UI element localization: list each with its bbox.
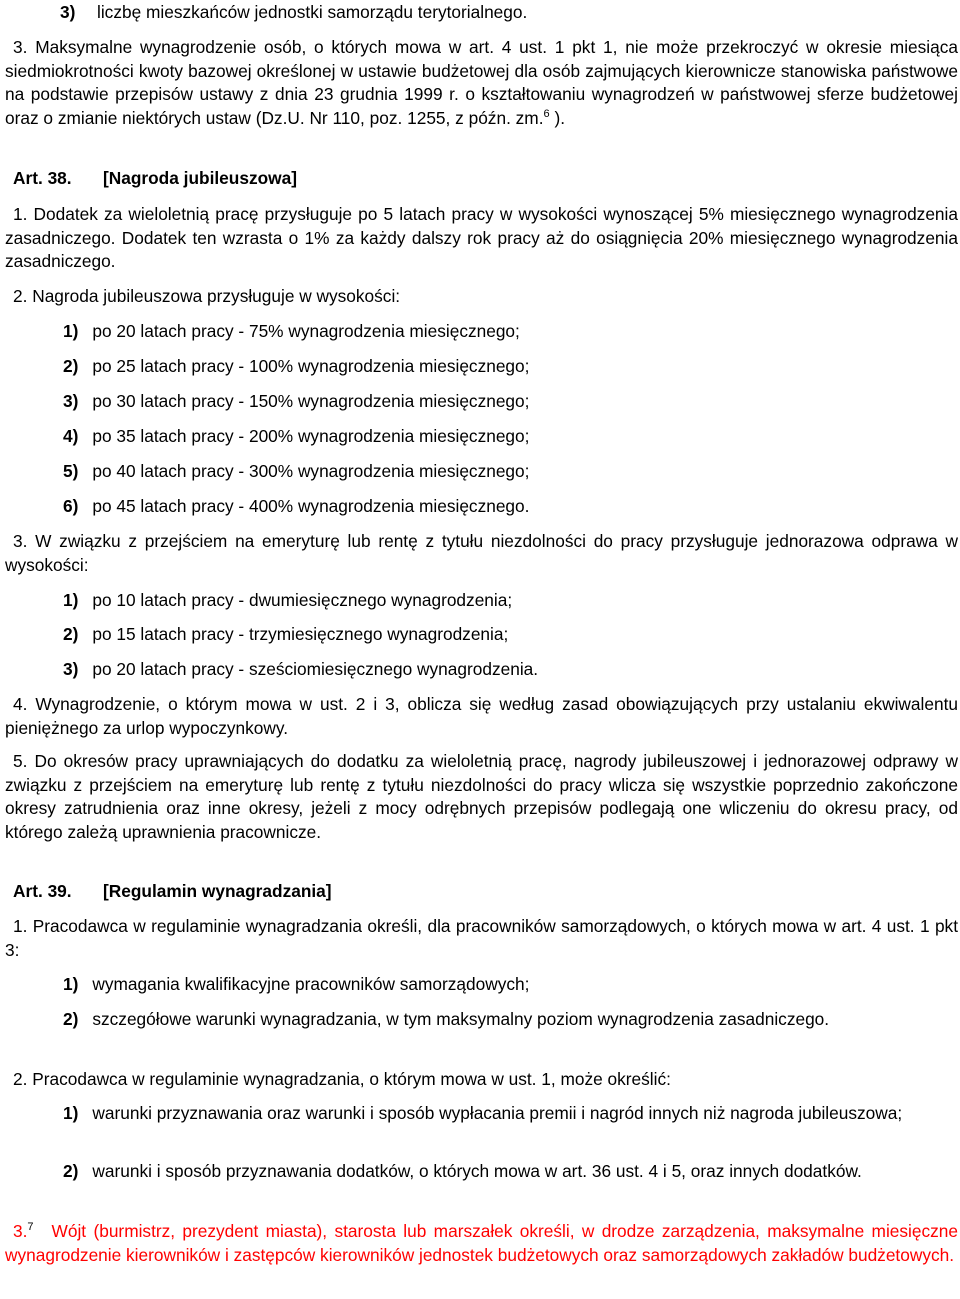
paragraph <box>5 693 958 740</box>
paragraph-tail: ). <box>549 107 565 128</box>
list-item <box>5 1102 958 1126</box>
item-text: po 35 latach pracy - 200% wynagrodzenia miesięcznego; <box>92 426 530 446</box>
item-text: warunki i sposób przyznawania dodatków, o których mowa w art. 36 ust. 4 i 5, oraz innych dodatków. <box>92 1161 862 1181</box>
item-number: 1) <box>63 1103 79 1123</box>
paragraph-text: Wójt (burmistrz, prezydent miasta), starosta lub marszałek określi, w drodze zarządzenia, maksymalne miesięczne wynagrodzenie kierowników i zastępców kierowników jednostek budżetowych oraz samorządowych zakładów budżetowych. <box>5 1221 958 1265</box>
item-text: warunki przyznawania oraz warunki i sposób wypłacania premii i nagród innych niż nagroda jubileuszowa; <box>92 1103 903 1123</box>
list-item <box>5 1160 958 1184</box>
article-number: Art. 39. <box>13 881 72 901</box>
list-item <box>5 495 958 519</box>
paragraph <box>5 915 958 962</box>
paragraph-text: 2. Nagroda jubileuszowa przysługuje w wysokości: <box>13 286 401 306</box>
paragraph-text: 2. Pracodawca w regulaminie wynagradzania, o którym mowa w ust. 1, może określić: <box>13 1069 671 1089</box>
item-text: po 45 latach pracy - 400% wynagrodzenia miesięcznego. <box>92 496 530 516</box>
item-text: po 10 latach pracy - dwumiesięcznego wynagrodzenia; <box>92 590 513 610</box>
item-number: 4) <box>63 426 79 446</box>
item-number: 1) <box>63 590 79 610</box>
paragraph <box>5 203 958 274</box>
item-text: po 15 latach pracy - trzymiesięcznego wynagrodzenia; <box>92 624 509 644</box>
article-title: [Regulamin wynagradzania] <box>103 881 332 901</box>
item-text: po 20 latach pracy - sześciomiesięcznego wynagrodzenia. <box>92 659 539 679</box>
item-number: 2) <box>63 1161 79 1181</box>
paragraph-text: 4. Wynagrodzenie, o którym mowa w ust. 2 i 3, oblicza się według zasad obowiązujących przy ustalaniu ekwiwalentu pieniężnego za urlop wypoczynkowy. <box>5 694 958 738</box>
list-item <box>5 355 958 379</box>
item-text: po 25 latach pracy - 100% wynagrodzenia miesięcznego; <box>92 356 530 376</box>
paragraph-text: 3. W związku z przejściem na emeryturę lub rentę z tytułu niezdolności do pracy przysługuje jednorazowa odprawa w wysokości: <box>5 531 958 575</box>
list-item <box>5 623 958 647</box>
list-item <box>5 320 958 344</box>
item-number: 2) <box>63 1009 79 1029</box>
list-item <box>5 390 958 414</box>
item-number: 2) <box>63 356 79 376</box>
list-item <box>5 658 958 682</box>
article-heading <box>5 167 958 191</box>
item-number: 3) <box>60 2 76 22</box>
item-text: liczbę mieszkańców jednostki samorządu terytorialnego. <box>97 2 528 22</box>
item-text: po 40 latach pracy - 300% wynagrodzenia miesięcznego; <box>92 461 530 481</box>
paragraph <box>5 530 958 577</box>
item-text: po 30 latach pracy - 150% wynagrodzenia miesięcznego; <box>92 391 530 411</box>
footnote-ref: 7 <box>27 1221 34 1233</box>
item-number: 1) <box>63 974 79 994</box>
item-number: 2) <box>63 624 79 644</box>
paragraph <box>5 36 958 130</box>
paragraph <box>5 285 958 309</box>
paragraph <box>5 750 958 844</box>
article-title: [Nagroda jubileuszowa] <box>103 168 297 188</box>
item-number: 5) <box>63 461 79 481</box>
item-text: szczegółowe warunki wynagradzania, w tym maksymalny poziom wynagrodzenia zasadniczego. <box>92 1009 830 1029</box>
list-item <box>5 1 958 25</box>
item-text: po 20 latach pracy - 75% wynagrodzenia miesięcznego; <box>92 321 520 341</box>
item-number: 3) <box>63 391 79 411</box>
item-text: wymagania kwalifikacyjne pracowników samorządowych; <box>92 974 530 994</box>
item-number: 6) <box>63 496 79 516</box>
article-number: Art. 38. <box>13 168 72 188</box>
paragraph-text: 3. Maksymalne wynagrodzenie osób, o których mowa w art. 4 ust. 1 pkt 1, nie może przekroczyć w okresie miesiąca siedmiokrotności kwoty bazowej określonej w ustawie budżetowej dla osób zajmujących kierownicze stanowiska państwowe na podstawie przepisów ustawy z dnia 23 grudnia 1999 r. o kształtowaniu wynagrodzeń w państwowej sferze budżetowej oraz o zmianie niektórych ustaw (Dz.U. Nr 110, poz. 1255, z późn. zm. <box>5 37 958 128</box>
paragraph-text: 1. Pracodawca w regulaminie wynagradzania określi, dla pracowników samorządowych, o których mowa w art. 4 ust. 1 pkt 3: <box>5 916 958 960</box>
paragraph-text: 5. Do okresów pracy uprawniających do dodatku za wieloletnią pracę, nagrody jubileuszowej i jednorazowej odprawy w związku z przejściem na emeryturę lub rentę z tytułu niezdolności do pracy wlicza się wszystkie poprzednio zakończone okresy zatrudnienia oraz inne okresy, jeżeli z mocy odrębnych przepisów podlegają one wliczeniu do okresu pracy, od którego zależą uprawnienia pracownicze. <box>5 751 958 842</box>
list-item <box>5 460 958 484</box>
item-number: 1) <box>63 321 79 341</box>
amendment-paragraph <box>5 1220 958 1267</box>
paragraph-number: 3. <box>13 1221 28 1241</box>
paragraph <box>5 1068 958 1092</box>
item-number: 3) <box>63 659 79 679</box>
paragraph-text: 1. Dodatek za wieloletnią pracę przysługuje po 5 latach pracy w wysokości wynoszącej 5% miesięcznego wynagrodzenia zasadniczego. Dodatek ten wzrasta o 1% za każdy dalszy rok pracy aż do osiągnięcia 20% miesięcznego wynagrodzenia zasadniczego. <box>5 204 958 272</box>
footnote-ref: 6 <box>543 107 550 120</box>
list-item <box>5 1008 958 1032</box>
list-item <box>5 425 958 449</box>
list-item <box>5 589 958 613</box>
article-heading <box>5 880 958 904</box>
list-item <box>5 973 958 997</box>
